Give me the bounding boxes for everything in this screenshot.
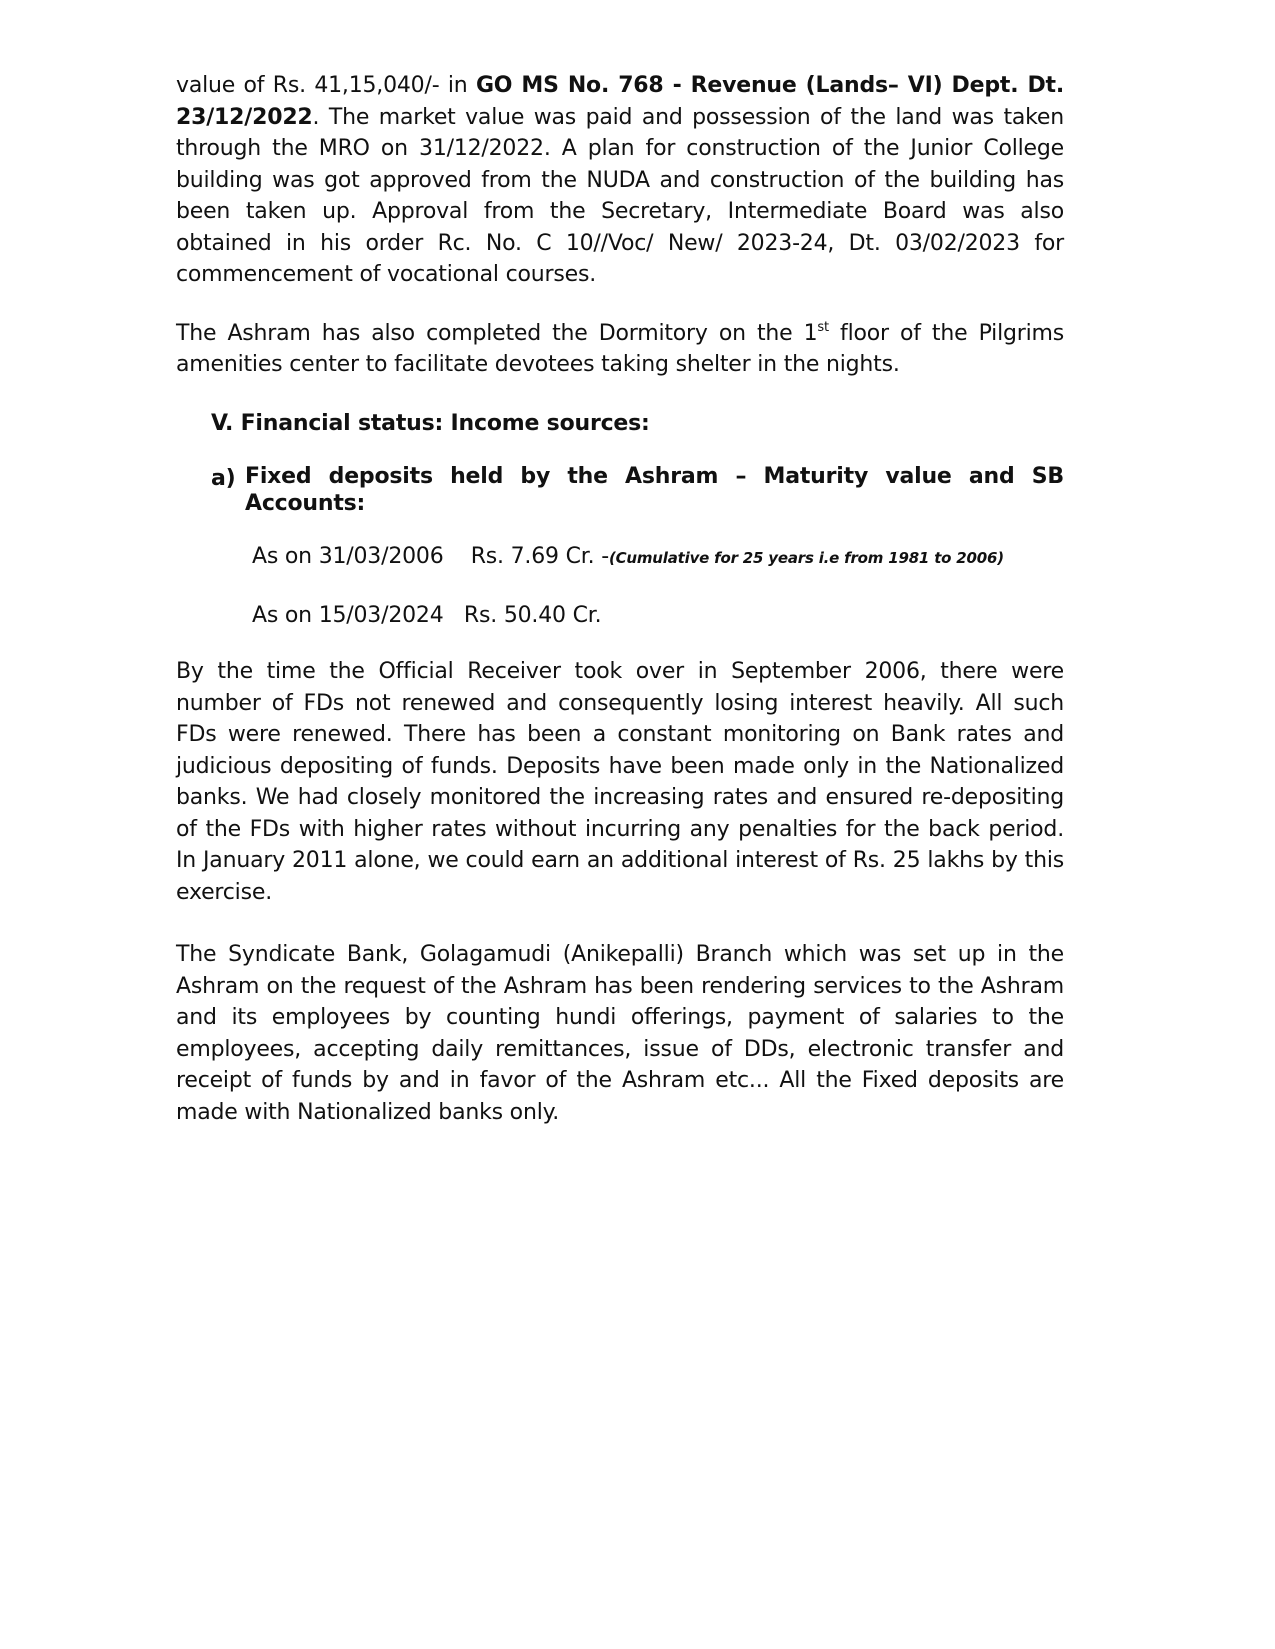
section-heading: V. Financial status: Income sources:: [211, 410, 650, 436]
subsection-title: Fixed deposits held by the Ashram – Maturity value and SB Accounts:: [245, 464, 1064, 516]
spacer: [176, 517, 1064, 541]
go-reference: GO MS No. 768 - Revenue (Lands– VI) Dept. Dt. 23/12/2022: [176, 73, 1064, 130]
paragraph-fd-management: By the time the Official Receiver took over in September 2006, there were number of FDs not renewed and consequently losing interest heavily. All such FDs were renewed. There has been a constant monitoring on Bank rates and judicious depositing of funds. Deposits have been made only in the Nationalized banks. We had closely monitored the increasing rates and ensured re-depositing of the FDs with higher rates without incurring any penalties for the back period. In January 2011 alone, we could earn an additional interest of Rs. 25 lakhs by this exercise.: [176, 659, 1064, 905]
ordinal-suffix: st: [817, 319, 829, 335]
fd-amount: Rs. 7.69 Cr. -: [470, 544, 609, 569]
fd-row: [252, 541, 1064, 575]
spacer: [176, 381, 1064, 408]
fd-date: As on 15/03/2024: [252, 602, 444, 628]
text: floor of the Pilgrims amenities center to facilitate devotees taking shelter in the nights.: [176, 320, 1064, 377]
fd-amount: Rs. 50.40 Cr.: [463, 602, 602, 628]
spacer: [176, 575, 1064, 600]
text: The Ashram has also completed the Dormitory on the 1: [176, 320, 818, 346]
text: value of Rs. 41,15,040/- in: [176, 73, 476, 98]
fd-date: As on 31/03/2006: [252, 544, 444, 569]
paragraph-syndicate-bank: The Syndicate Bank, Golagamudi (Anikepalli) Branch which was set up in the Ashram on the request of the Ashram has been rendering services to the Ashram and its employees by counting hundi offerings, payment of salaries to the employees, accepting daily remittances, issue of DDs, electronic transfer and receipt of funds by and in favor of the Ashram etc... All the Fixed deposits are made with Nationalized banks only.: [176, 942, 1064, 1125]
spacer: [176, 291, 1064, 318]
spacer: [176, 908, 1064, 939]
paragraph-dormitory: [176, 318, 1064, 381]
subsection-heading: [211, 463, 1064, 517]
list-marker: a): [211, 466, 236, 491]
spacer: [176, 439, 1064, 463]
fd-row: [252, 600, 1064, 632]
paragraph-land-acquisition: [176, 70, 1064, 291]
text: . The market value was paid and possession of the land was taken through the MRO on 31/12/2022. A plan for construction of the Junior College building was got approved from the NUDA and construction of the building has been taken up. Approval from the Secretary, Intermediate Board was also obtained in his order Rc. No. C 10//Voc/ New/ 2023-24, Dt. 03/02/2023 for commencement of vocational courses.: [176, 104, 1064, 287]
spacer: [176, 631, 1064, 656]
fd-note: (Cumulative for 25 years i.e from 1981 to 2006): [608, 549, 1004, 567]
document-page: [176, 70, 1064, 1128]
